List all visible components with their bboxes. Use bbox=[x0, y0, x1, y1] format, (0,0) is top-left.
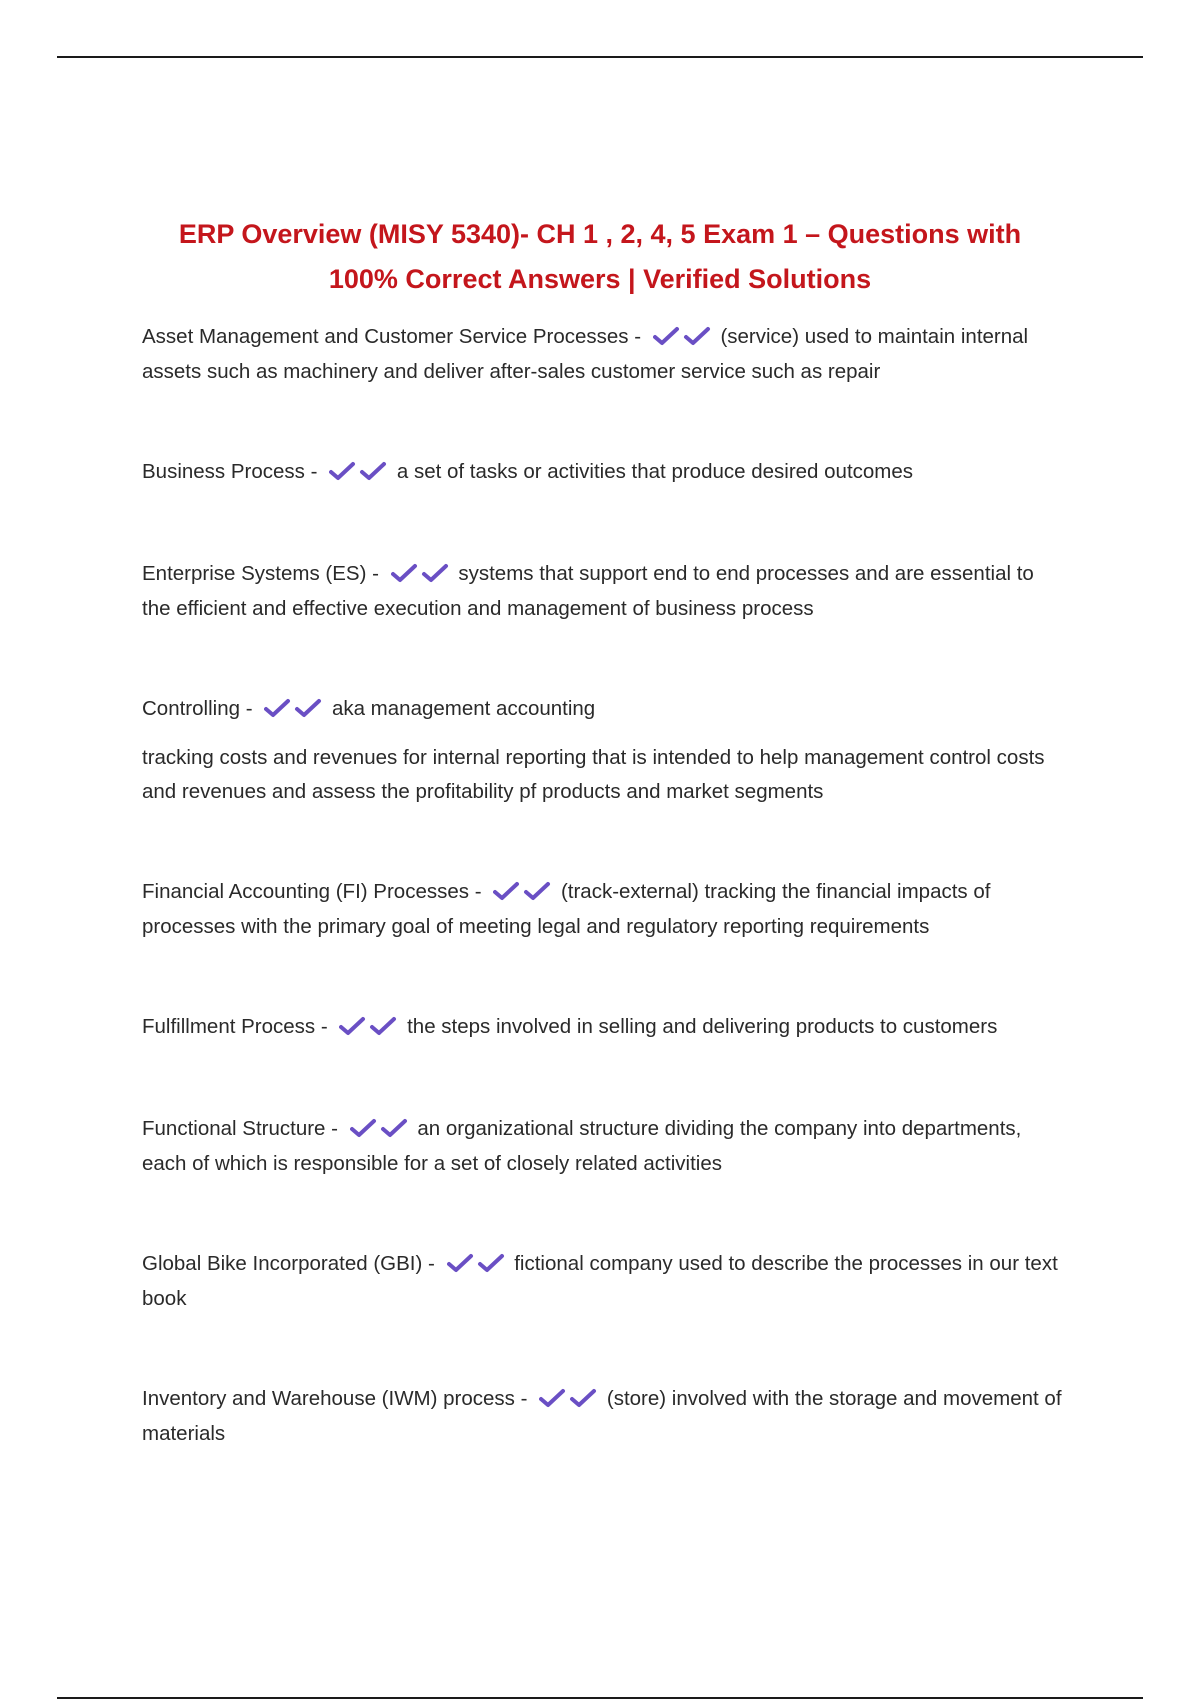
qa-entry bbox=[142, 557, 1062, 626]
qa-entry bbox=[142, 455, 1062, 490]
qa-entry bbox=[142, 875, 1062, 944]
double-check-icon bbox=[350, 1111, 408, 1145]
double-check-icon bbox=[264, 691, 322, 725]
entry-definition: (store) involved with the storage and movement of materials bbox=[142, 1387, 1062, 1445]
entry-definition: systems that support end to end processes and are essential to the efficient and effective execution and management of business process bbox=[142, 562, 1034, 620]
qa-entry bbox=[142, 320, 1062, 389]
entry-term: Business Process - bbox=[142, 460, 318, 483]
bottom-rule bbox=[57, 1697, 1143, 1699]
qa-entry bbox=[142, 1112, 1062, 1181]
double-check-icon bbox=[653, 319, 711, 353]
qa-entry bbox=[142, 1247, 1062, 1316]
double-check-icon bbox=[539, 1381, 597, 1415]
entry-term: Controlling - bbox=[142, 697, 253, 720]
entry-term: Global Bike Incorporated (GBI) - bbox=[142, 1252, 435, 1275]
top-rule bbox=[57, 56, 1143, 58]
qa-entry bbox=[142, 692, 1062, 809]
double-check-icon bbox=[447, 1246, 505, 1280]
entry-term: Financial Accounting (FI) Processes - bbox=[142, 880, 482, 903]
entry-definition: fictional company used to describe the processes in our text book bbox=[142, 1252, 1058, 1310]
entry-term: Functional Structure - bbox=[142, 1117, 338, 1140]
double-check-icon bbox=[391, 556, 449, 590]
entry-term: Asset Management and Customer Service Processes - bbox=[142, 325, 642, 348]
qa-entry bbox=[142, 1010, 1062, 1045]
entry-definition: (service) used to maintain internal assets such as machinery and deliver after-sales customer service such as repair bbox=[142, 325, 1029, 383]
entry-definition: an organizational structure dividing the company into departments, each of which is responsible for a set of closely related activities bbox=[142, 1117, 1022, 1175]
entry-term: Enterprise Systems (ES) - bbox=[142, 562, 379, 585]
double-check-icon bbox=[493, 874, 551, 908]
entry-extra: tracking costs and revenues for internal reporting that is intended to help management control costs and revenues and assess the profitability pf products and market segments bbox=[142, 745, 1045, 803]
entry-term: Inventory and Warehouse (IWM) process - bbox=[142, 1387, 528, 1410]
entry-definition: the steps involved in selling and delivering products to customers bbox=[407, 1015, 998, 1038]
entry-definition: aka management accounting bbox=[331, 697, 596, 720]
title-line-1: ERP Overview (MISY 5340)- CH 1 , 2, 4, 5 Exam 1 – Questions with bbox=[178, 219, 1022, 249]
double-check-icon bbox=[339, 1009, 397, 1043]
title-line-2: 100% Correct Answers | Verified Solutions bbox=[328, 264, 872, 294]
entry-definition: a set of tasks or activities that produce desired outcomes bbox=[396, 460, 914, 483]
entry-definition: (track-external) tracking the financial impacts of processes with the primary goal of meeting legal and regulatory reporting requirements bbox=[142, 880, 991, 938]
document-title bbox=[130, 212, 1070, 302]
double-check-icon bbox=[329, 454, 387, 488]
entry-term: Fulfillment Process - bbox=[142, 1015, 328, 1038]
qa-entry bbox=[142, 1382, 1062, 1451]
